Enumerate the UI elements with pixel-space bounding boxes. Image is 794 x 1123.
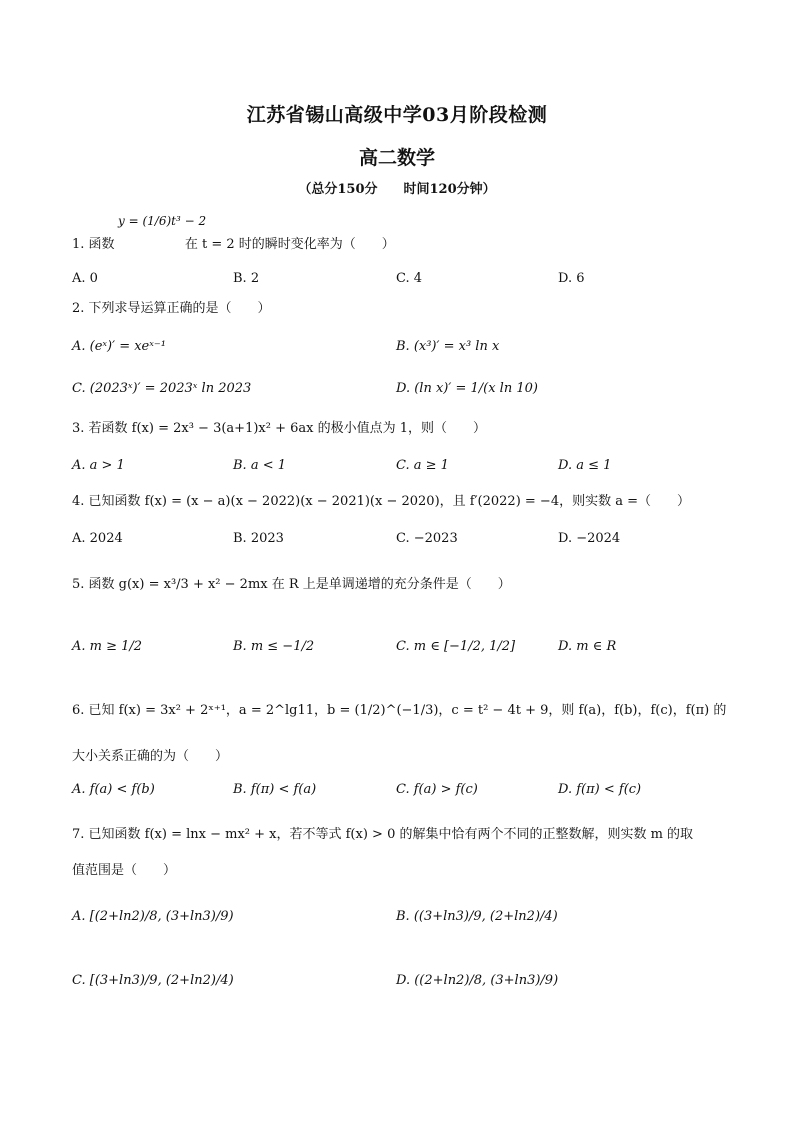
q7-option-b: B. ((3+ln3)/9, (2+ln2)/4): [396, 909, 558, 924]
q2-option-a: A. (eˣ)′ = xeˣ⁻¹: [72, 339, 166, 354]
q6-option-d: D. f(π) < f(c): [558, 782, 642, 797]
q3-option-a: A. a > 1: [72, 458, 125, 473]
q1-option-a: A. 0: [72, 271, 98, 286]
q5-option-b: B. m ≤ −1/2: [233, 639, 315, 654]
q7-option-d: D. ((2+ln2)/8, (3+ln3)/9): [396, 973, 559, 988]
question-4: 4. 已知函数 f(x) = (x − a)(x − 2022)(x − 2021)(x − 2020)，且 f′(2022) = −4，则实数 a =（ ）: [72, 494, 690, 509]
question-6-line-1: 6. 已知 f(x) = 3x² + 2ˣ⁺¹，a = 2^lg11，b = (1/2)^(−1/3)，c = t² − 4t + 9，则 f(a)，f(b)，f(c)，f(π) 的: [72, 703, 727, 718]
q3-option-d: D. a ≤ 1: [558, 458, 612, 473]
q2-option-c: C. (2023ˣ)′ = 2023ˣ ln 2023: [72, 381, 252, 396]
question-3: 3. 若函数 f(x) = 2x³ − 3(a+1)x² + 6ax 的极小值点为 1，则（ ）: [72, 421, 487, 436]
q6-option-a: A. f(a) < f(b): [72, 782, 155, 797]
q2-option-d: D. (ln x)′ = 1/(x ln 10): [396, 381, 538, 396]
q4-option-a: A. 2024: [72, 531, 123, 546]
q1-option-c: C. 4: [396, 271, 423, 286]
q1-stem-prefix: 1. 函数: [72, 237, 115, 252]
exam-note: （总分150分 时间120分钟）: [298, 182, 496, 197]
q5-option-a: A. m ≥ 1/2: [72, 639, 143, 654]
question-5: 5. 函数 g(x) = x³/3 + x² − 2mx 在 R 上是单调递增的充分条件是（ ）: [72, 577, 511, 592]
q5-option-d: D. m ∈ R: [558, 639, 617, 654]
q1-formula: y = (1/6)t³ − 2: [118, 214, 207, 228]
q4-option-d: D. −2024: [558, 531, 621, 546]
q1-option-b: B. 2: [233, 271, 260, 286]
page-title: 江苏省锡山高级中学03月阶段检测: [246, 104, 548, 126]
q7-option-a: A. [(2+ln2)/8, (3+ln3)/9): [72, 909, 234, 924]
q5-option-c: C. m ∈ [−1/2, 1/2]: [396, 639, 516, 654]
q1-option-d: D. 6: [558, 271, 585, 286]
q7-option-c: C. [(3+ln3)/9, (2+ln2)/4): [72, 973, 234, 988]
question-7-line-2: 值范围是（ ）: [72, 863, 177, 878]
q2-option-b: B. (x³)′ = x³ ln x: [396, 339, 500, 354]
page-subtitle: 高二数学: [358, 147, 435, 169]
q6-option-c: C. f(a) > f(c): [396, 782, 478, 797]
q4-option-b: B. 2023: [233, 531, 284, 546]
question-1: [72, 236, 726, 254]
q4-option-c: C. −2023: [396, 531, 458, 546]
q6-option-b: B. f(π) < f(a): [233, 782, 317, 797]
question-6-line-2: 大小关系正确的为（ ）: [72, 749, 229, 764]
question-7-line-1: 7. 已知函数 f(x) = lnx − mx² + x，若不等式 f(x) > 0 的解集中恰有两个不同的正整数解，则实数 m 的取: [72, 827, 694, 842]
q3-option-b: B. a < 1: [233, 458, 286, 473]
q3-option-c: C. a ≥ 1: [396, 458, 449, 473]
q1-stem-suffix: 在 t = 2 时的瞬时变化率为（ ）: [184, 237, 395, 252]
question-2: 2. 下列求导运算正确的是（ ）: [72, 301, 271, 316]
